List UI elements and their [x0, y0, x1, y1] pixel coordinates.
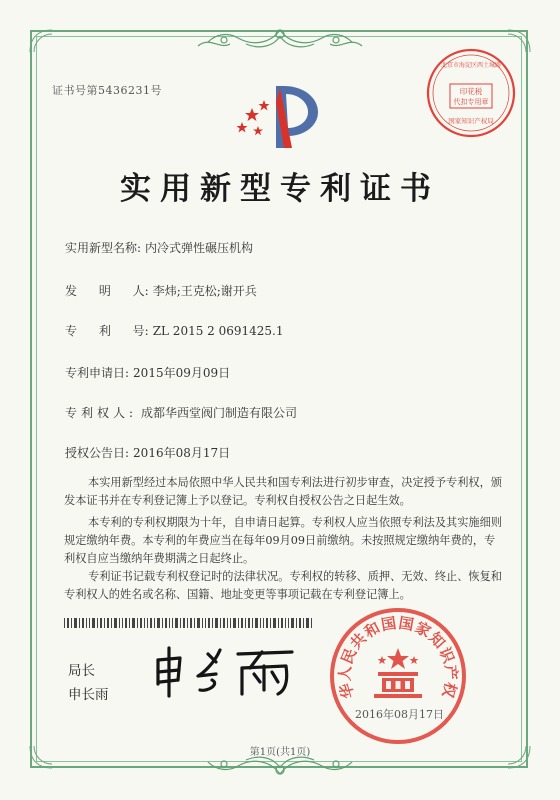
value-inventor: 李炜;王克松;谢开兵 — [152, 284, 257, 298]
tax-stamp-seal — [424, 46, 518, 144]
director-name: 申长雨 — [68, 687, 109, 703]
seal-top-line1: 北京市海淀区西土城路 — [440, 62, 501, 69]
paragraph-2: 本专利的专利权期限为十年，自申请日起算。专利权人应当依照专利法及其实施细则规定缴纳年费。本专利的年费应当在每年09月09日前缴纳。未按照规定缴纳年费的，专利权自应当缴纳年费期满之日起终止。 — [64, 516, 502, 565]
official-seal — [328, 606, 468, 750]
barcode-strip — [64, 618, 314, 628]
label-patent-number: 专 利 号: — [65, 324, 149, 338]
seal-top-line2: 印花税 — [459, 87, 483, 96]
field-patentee — [65, 404, 297, 421]
label-filing-date: 专利申请日: — [65, 366, 130, 380]
field-grant-date — [65, 444, 230, 461]
certificate-title: 实用新型专利证书 — [120, 171, 440, 207]
seal-top-line3: 代扣专用章 — [453, 98, 489, 106]
label-inventor: 发 明 人: — [65, 284, 149, 298]
value-patentee: 成都华西堂阀门制造有限公司 — [141, 406, 298, 420]
certificate-number: 证书号第5436231号 — [52, 84, 162, 97]
value-patent-number: ZL 2015 2 0691425.1 — [152, 324, 284, 338]
field-utility-model-name — [65, 239, 253, 256]
handwritten-signature — [150, 640, 300, 700]
page-number: 第1页(共1页) — [249, 747, 311, 758]
seal-top-line4: 国家知识产权局 — [448, 117, 494, 125]
field-inventor — [65, 282, 257, 299]
seal-date: 2016年08月17日 — [355, 708, 444, 721]
paragraph-3: 专利证书记载专利权登记时的法律状况。专利权的转移、质押、无效、终止、恢复和专利权人的姓名或名称、国籍、地址变更等事项记载在专利登记簿上。 — [64, 570, 502, 601]
field-filing-date — [65, 364, 230, 381]
label-name: 实用新型名称: — [65, 241, 142, 255]
label-grant-date: 授权公告日: — [65, 446, 130, 460]
value-name: 内冷式弹性碾压机构 — [145, 241, 254, 255]
paragraph-1: 本实用新型经过本局依照中华人民共和国专利法进行初步审查，决定授予专利权，颁发本证书并在专利登记簿上予以登记。专利权自授权公告之日起生效。 — [64, 476, 502, 507]
label-patentee: 专利权人: — [65, 406, 138, 420]
corner-ornament-top-left — [28, 28, 54, 54]
field-patent-number — [65, 322, 284, 339]
seal-arc-text: 华人民共和国国家知识产权 — [335, 613, 461, 701]
patent-office-logo — [232, 82, 328, 152]
value-grant-date: 2016年08月17日 — [133, 446, 231, 460]
value-filing-date: 2015年09月09日 — [133, 366, 231, 380]
top-ornament — [190, 26, 370, 52]
director-title: 局长 — [68, 663, 95, 679]
